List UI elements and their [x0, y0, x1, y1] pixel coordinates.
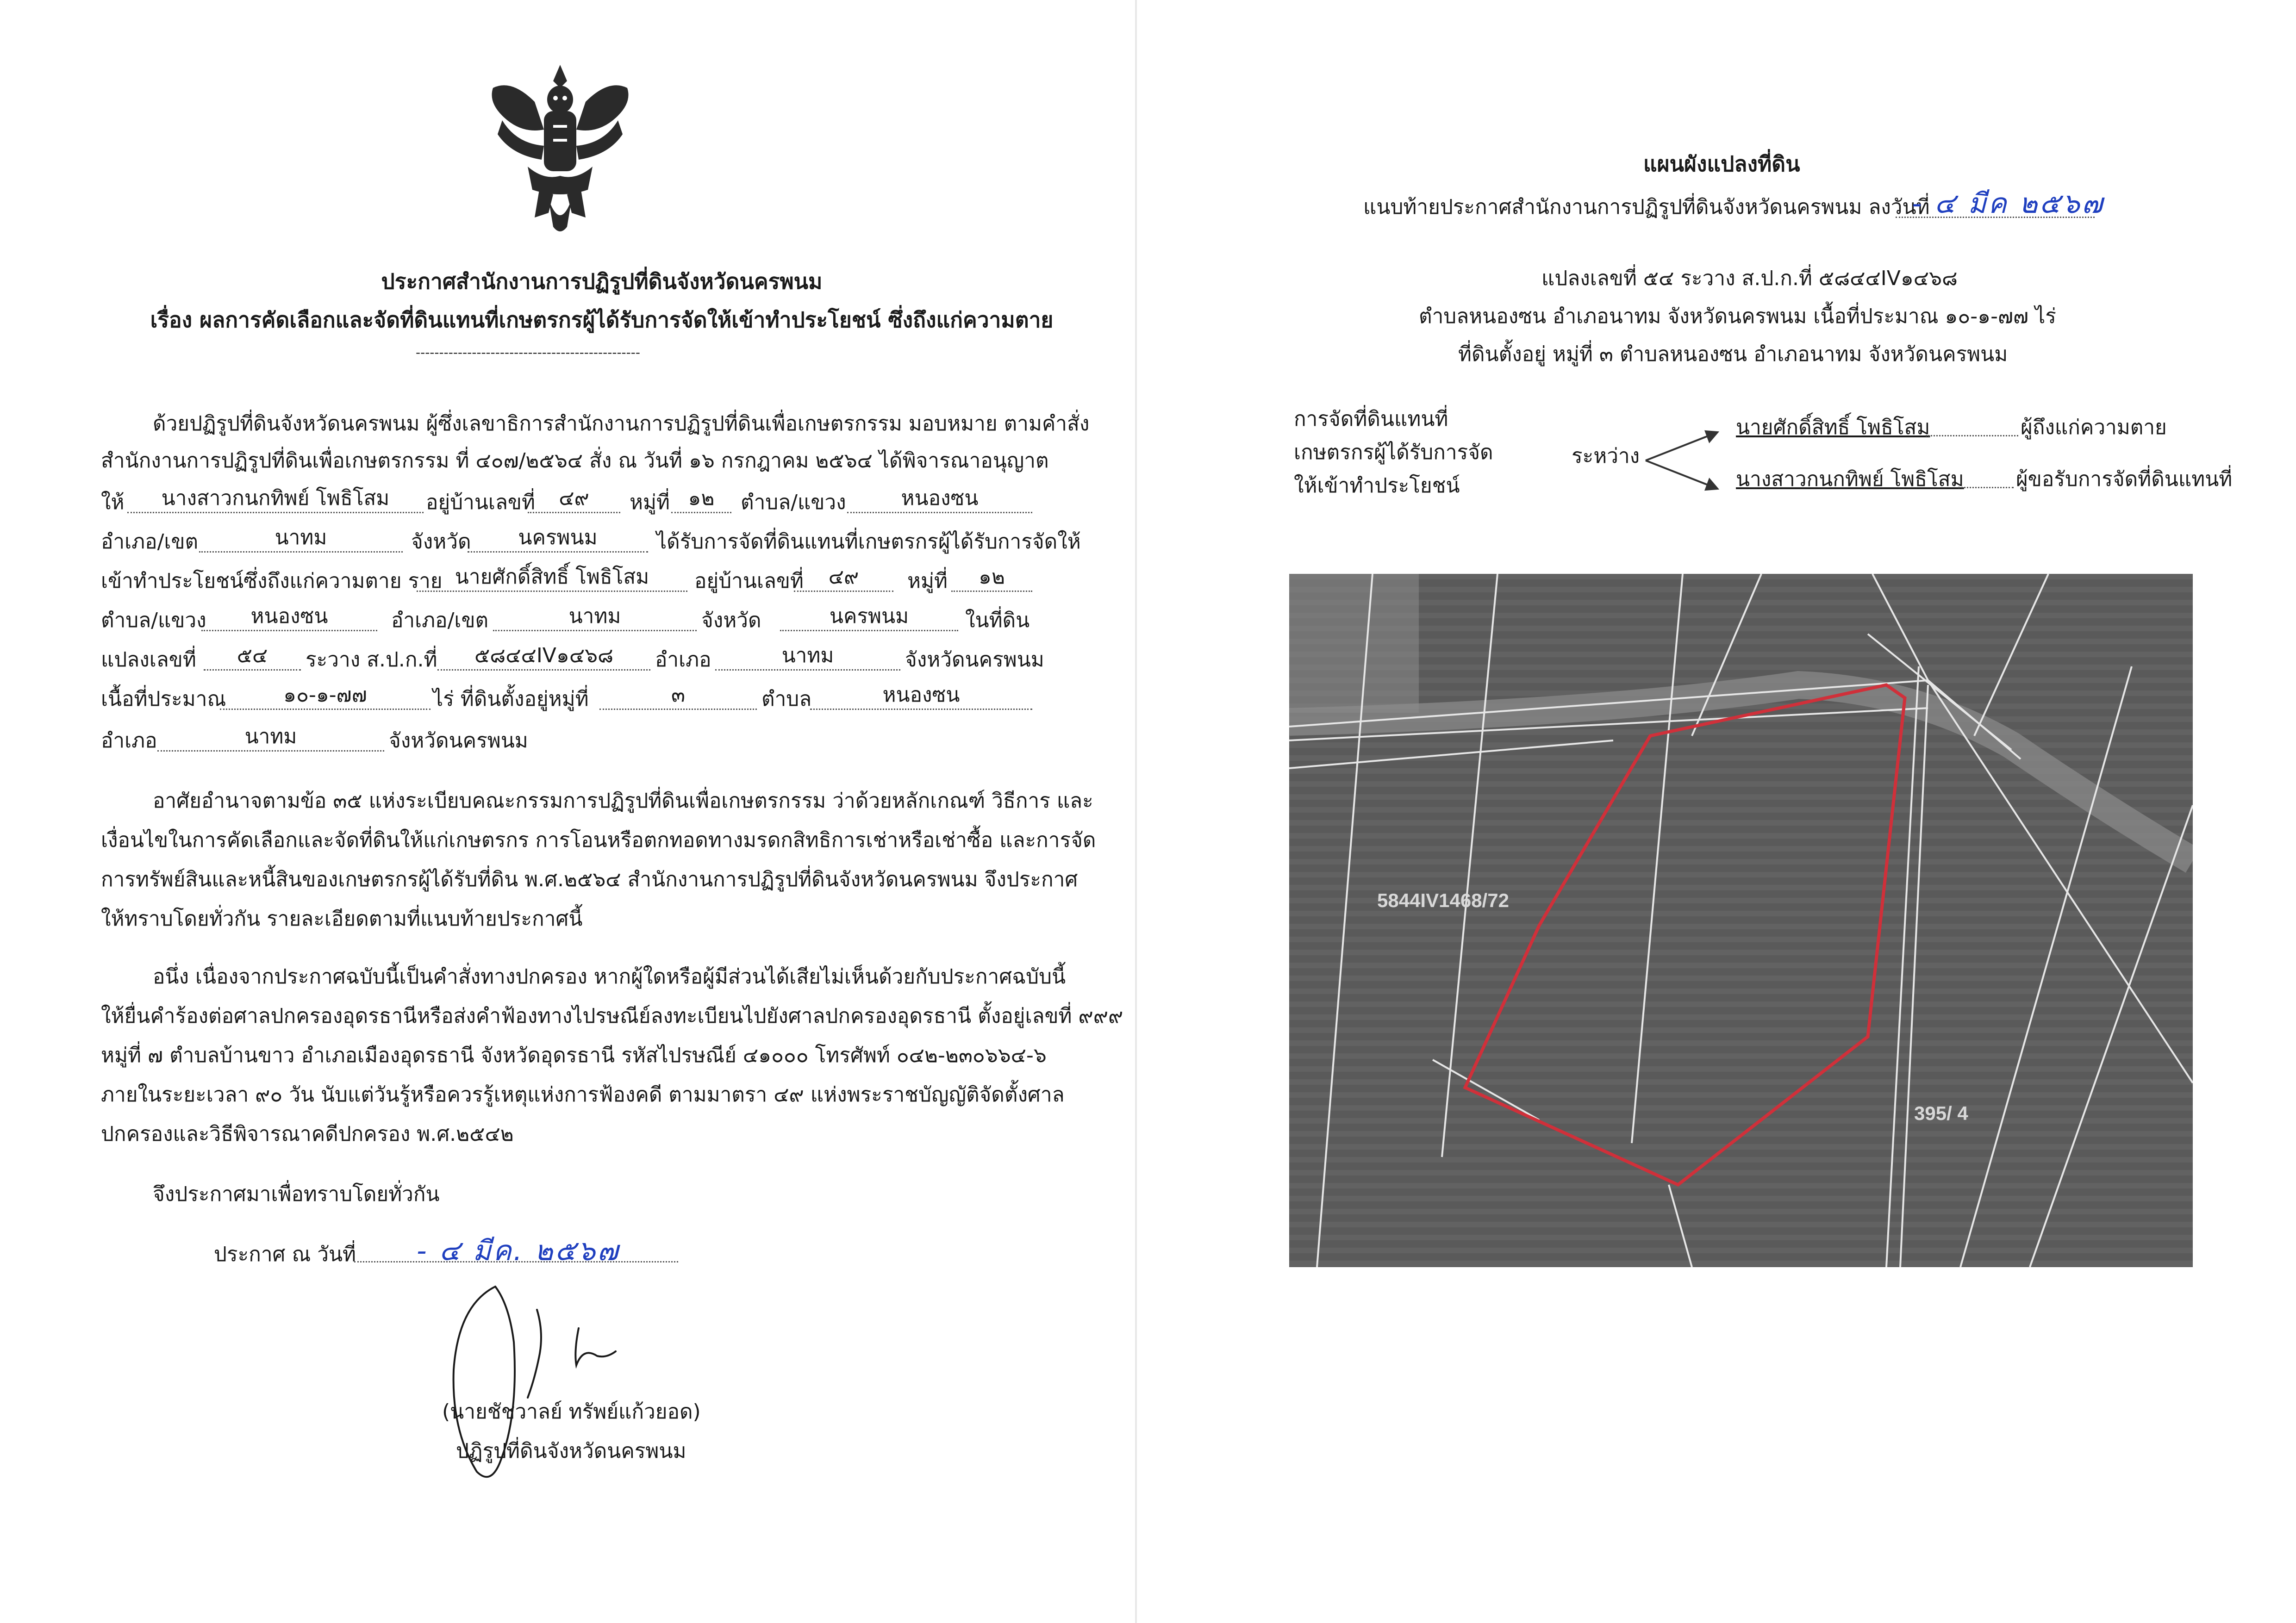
label-subdistrict: ตำบล/แขวง [741, 491, 846, 514]
plot-district-field: นาทม [715, 642, 900, 671]
label-plot: แปลงเลขที่ [101, 648, 196, 672]
paragraph-2-line-3: การทรัพย์สินและหนี้สินของเกษตรกรผู้ได้รับที่ดิน พ.ศ.๒๕๖๔ สำนักงานการปฏิรูปที่ดินจังหวัดนครพนม จึงประกาศ [101, 868, 1078, 891]
land-plot-map [1289, 574, 2193, 1267]
signer-title: ปฏิรูปที่ดินจังหวัดนครพนม [456, 1439, 686, 1463]
label-district-2: อำเภอ/เขต [391, 609, 489, 632]
announcement-subject: เรื่อง ผลการคัดเลือกและจัดที่ดินแทนที่เกษตรกรผู้ได้รับการจัดให้เข้าทำประโยชน์ ซึ่งถึงแก่ความตาย [150, 307, 1054, 332]
between-label: ระหว่าง [1572, 444, 1640, 468]
announcement-title: ประกาศสำนักงานการปฏิรูปที่ดินจังหวัดนครพนม [381, 269, 823, 294]
closing-statement: จึงประกาศมาเพื่อทราบโดยทั่วกัน [153, 1182, 440, 1206]
plot-no-field: ๕๔ [204, 642, 301, 671]
label-map-sheet: ระวาง ส.ป.ก.ที่ [306, 648, 437, 672]
label-rai-location: ไร่ ที่ดินตั้งอยู่หมู่ที่ [433, 687, 589, 711]
page-fold [1135, 0, 1137, 1623]
label-give: ให้ [101, 491, 125, 514]
map-sheet-label: 5844IV1468/72 [1377, 889, 1509, 911]
label-tambon: ตำบล [761, 687, 812, 711]
label-area: เนื้อที่ประมาณ [101, 687, 226, 711]
deceased-subdistrict-field: หนองซน [201, 603, 377, 631]
deceased-house-no-field: ๔๙ [794, 564, 893, 592]
allocation-label-line-1: การจัดที่ดินแทนที่ [1294, 407, 1448, 431]
deceased-district-field: นาทม [493, 603, 697, 631]
area-field: ๑๐-๑-๗๗ [220, 682, 430, 710]
allocation-label-line-3: ให้เข้าทำประโยชน์ [1294, 474, 1460, 497]
paragraph-2-line-1: อาศัยอำนาจตามข้อ ๓๕ แห่งระเบียบคณะกรรมการปฏิรูปที่ดินเพื่อเกษตรกรรม ว่าด้วยหลักเกณฑ์ วิธีการ และ [153, 789, 1093, 813]
paragraph-2-line-4: ให้ทราบโดยทั่วกัน รายละเอียดตามที่แนบท้ายประกาศนี้ [101, 907, 583, 931]
label-amphoe-2: อำเภอ [101, 729, 157, 752]
label-moo-2: หมู่ที่ [907, 569, 948, 593]
label-house-no: อยู่บ้านเลขที่ [426, 491, 536, 514]
deceased-moo-field: ๑๒ [951, 564, 1032, 592]
announce-date-label: ประกาศ ณ วันที่ [214, 1243, 356, 1266]
land-moo-field: ๓ [599, 682, 757, 710]
party-2-dots [1958, 487, 2014, 488]
label-province-nakhon-phanom-2: จังหวัดนครพนม [389, 729, 528, 752]
paragraph-1-line-2: สำนักงานการปฏิรูปที่ดินเพื่อเกษตรกรรม ที่ ๔๐๗/๒๕๖๔ สั่ง ณ วันที่ ๑๖ กรกฎาคม ๒๕๖๔ ได้พิจารณาอนุญาต [101, 449, 1049, 473]
recipient-district-field: นาทม [199, 524, 403, 553]
paragraph-3-line-1: อนึ่ง เนื่องจากประกาศฉบับนี้เป็นคำสั่งทางปกครอง หากผู้ใดหรือผู้มีส่วนได้เสียไม่เห็นด้วยกับประกาศฉบับนี้ [153, 965, 1066, 989]
text-deceased: เข้าทำประโยชน์ซึ่งถึงแก่ความตาย ราย [101, 569, 443, 593]
land-tambon-field: หนองซน [810, 682, 1032, 710]
recipient-moo-field: ๑๒ [671, 485, 731, 513]
satellite-background [1289, 574, 2193, 1267]
label-moo: หมู่ที่ [630, 491, 670, 514]
label-district: อำเภอ/เขต [101, 530, 199, 553]
location-info-line: ตำบลหนองซน อำเภอนาทม จังหวัดนครพนม เนื้อที่ประมาณ ๑๐-๑-๗๗ ไร่ [1419, 305, 2056, 328]
label-house-no-2: อยู่บ้านเลขที่ [694, 569, 804, 593]
recipient-house-no-field: ๔๙ [528, 485, 620, 513]
label-subdistrict-2: ตำบล/แขวง [101, 609, 206, 632]
announce-date-handwritten: - ๔ มีค. ๒๕๖๗ [417, 1235, 620, 1267]
recipient-subdistrict-field: หนองซน [847, 485, 1032, 513]
party-2-role: ผู้ขอรับการจัดที่ดินแทนที่ [2016, 467, 2233, 491]
deceased-province-field: นครพนม [780, 603, 958, 631]
land-district-field: นาทม [157, 723, 384, 752]
text-received-allocation: ได้รับการจัดที่ดินแทนที่เกษตรกรผู้ได้รับการจัดให้ [656, 530, 1081, 553]
plot-info-line: แปลงเลขที่ ๕๔ ระวาง ส.ป.ก.ที่ ๕๘๔๔IV๑๔๖๘ [1541, 267, 1958, 290]
bright-patch [1289, 574, 1419, 713]
map-sheet-field: ๕๘๔๔IV๑๔๖๘ [437, 642, 650, 671]
paragraph-3-line-3: หมู่ที่ ๗ ตำบลบ้านขาว อำเภอเมืองอุดรธานี จังหวัดอุดรธานี รหัสไปรษณีย์ ๔๑๐๐๐ โทรศัพท์ ๐๔๒-๒๓๐๖๖๔-๖ [101, 1044, 1047, 1067]
party-1-role: ผู้ถึงแก่ความตาย [2021, 416, 2167, 439]
party-1-dots [1926, 435, 2018, 436]
map-subtitle: แนบท้ายประกาศสำนักงานการปฏิรูปที่ดินจังหวัดนครพนม ลงวันที่ [1363, 195, 1930, 219]
parcel-number-label: 395/ 4 [1914, 1102, 1968, 1124]
signer-name: (นายชัชวาลย์ ทรัพย์แก้วยอด) [442, 1400, 701, 1424]
deceased-name-field: นายศักดิ์สิทธิ์ โพธิโสม [417, 564, 687, 592]
between-arrows [1641, 426, 1724, 495]
paragraph-1-line-1: ด้วยปฏิรูปที่ดินจังหวัดนครพนม ผู้ซึ่งเลขาธิการสำนักงานการปฏิรูปที่ดินเพื่อเกษตรกรรม มอบหมาย ตามคำสั่ง [153, 412, 1090, 435]
map-title: แผนผังแปลงที่ดิน [1643, 151, 1800, 176]
paragraph-3-line-5: ปกครองและวิธีพิจารณาคดีปกครอง พ.ศ.๒๕๔๒ [101, 1122, 514, 1146]
party-2-name: นางสาวกนกทิพย์ โพธิโสม [1736, 467, 1964, 491]
label-province: จังหวัด [411, 530, 471, 553]
label-province-2: จังหวัด [701, 609, 761, 632]
title-separator: ------------------------------------------------ [416, 345, 640, 360]
paragraph-3-line-4: ภายในระยะเวลา ๙๐ วัน นับแต่วันรู้หรือควรรู้เหตุแห่งการฟ้องคดี ตามมาตรา ๔๙ แห่งพระราชบัญญัติจัดตั้งศาล [101, 1083, 1065, 1107]
paragraph-2-line-2: เงื่อนไขในการคัดเลือกและจัดที่ดินให้แก่เกษตรกร การโอนหรือตกทอดทางมรดกสิทธิการเช่าหรือเช่าซื้อ และการจัด [101, 828, 1096, 852]
label-province-nakhon-phanom: จังหวัดนครพนม [905, 648, 1044, 672]
party-1-name: นายศักดิ์สิทธิ์ โพธิโสม [1736, 416, 1930, 439]
garuda-emblem [484, 60, 636, 236]
land-info-line: ที่ดินตั้งอยู่ หมู่ที่ ๓ ตำบลหนองซน อำเภอนาทม จังหวัดนครพนม [1458, 342, 2008, 366]
recipient-name-field: นางสาวกนกทิพย์ โพธิโสม [127, 485, 424, 513]
map-subtitle-date-handwritten: - ๔ มีค ๒๕๖๗ [1912, 187, 2105, 220]
label-in-land: ในที่ดิน [965, 609, 1030, 632]
recipient-province-field: นครพนม [468, 524, 648, 553]
allocation-label-line-2: เกษตรกรผู้ได้รับการจัด [1294, 441, 1493, 464]
paragraph-3-line-2: ให้ยื่นคำร้องต่อศาลปกครองอุดรธานีหรือส่งคำฟ้องทางไปรษณีย์ลงทะเบียนไปยังศาลปกครองอุดรธานี ตั้งอยู่เลขที่ ๙๙๙ [101, 1004, 1123, 1028]
label-amphoe: อำเภอ [655, 648, 711, 672]
